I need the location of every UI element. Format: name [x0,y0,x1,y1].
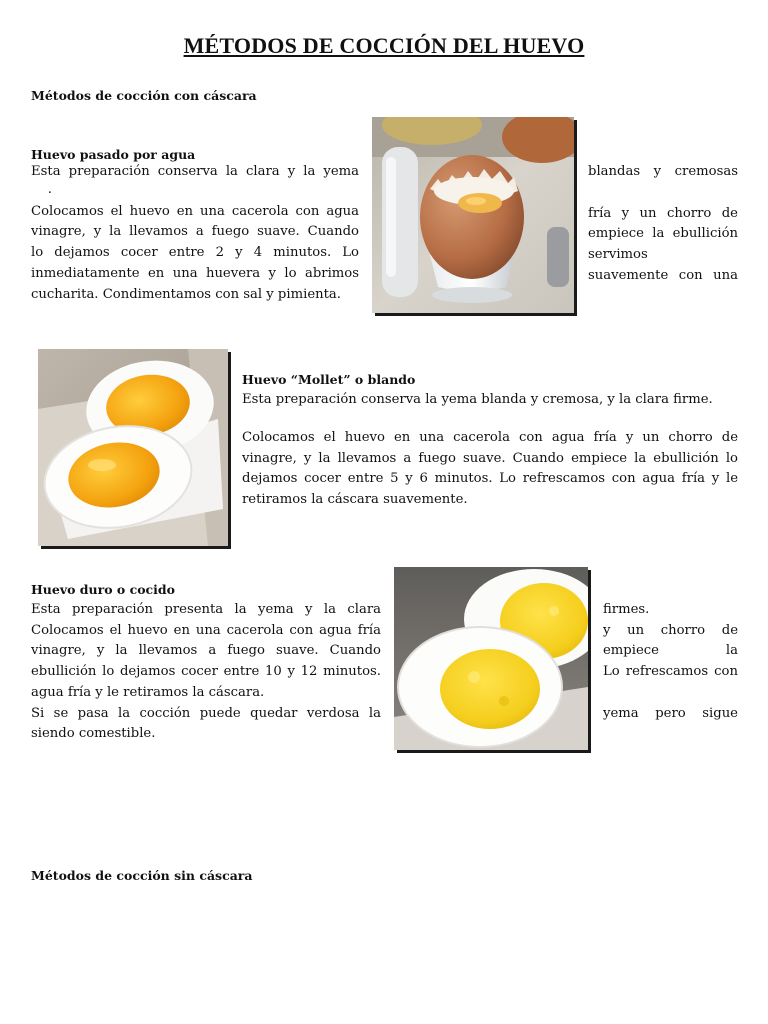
pasado-left-line-6: inmediatamente en una huevera y lo abrimos [31,265,359,281]
duro-right-column [603,600,738,725]
pasado-right-column [588,162,738,287]
duro-right-line-3: empiece la [603,643,738,659]
mollet-line-1: Esta preparación conserva la yema blanda y cremosa, y la clara firme. [242,392,713,407]
duro-left-column [31,600,381,745]
duro-left-line-7: siendo comestible. [31,726,156,742]
duro-left-line-4: ebullición lo dejamos cocer entre 10 y 12 minutos. [31,664,381,680]
heading-duro-cocido: Huevo duro o cocido [31,582,175,597]
pasado-left-line-2: . [31,181,52,197]
pasado-right-line-4: servimos [588,247,648,263]
pasado-left-column [31,162,359,305]
pasado-right-line-3: empiece la ebullición [588,226,738,242]
section-heading-with-shell: Métodos de cocción con cáscara [31,88,257,103]
pasado-left-line-4: vinagre, y la llevamos a fuego suave. Cuando [31,224,359,240]
duro-left-line-6: Si se pasa la cocción puede quedar verdosa la [31,705,381,721]
duro-left-line-1: Esta preparación presenta la yema y la clara [31,602,381,617]
pasado-right-line-5: suavemente con una [588,267,738,283]
pasado-left-line-3: Colocamos el huevo en una cacerola con agua [31,203,359,219]
pasado-right-line-1: blandas y cremosas [588,164,738,179]
pasado-left-line-1: Esta preparación conserva la clara y la yema [31,164,359,179]
duro-right-line-4: Lo refrescamos con [603,664,738,680]
page-title: MÉTODOS DE COCCIÓN DEL HUEVO [183,33,585,58]
duro-right-line-1: firmes. [603,602,650,617]
duro-left-line-3: vinagre, y la llevamos a fuego suave. Cuando [31,643,381,659]
pasado-left-line-5: lo dejamos cocer entre 2 y 4 minutos. Lo [31,245,359,261]
soft-boiled-egg-image [372,117,574,313]
pasado-left-line-7: cucharita. Condimentamos con sal y pimienta. [31,286,341,302]
duro-left-line-5: agua fría y le retiramos la cáscara. [31,684,265,700]
hard-boiled-egg-image [394,567,588,750]
duro-right-line-5: yema pero sigue [603,705,738,721]
mollet-egg-image [38,349,228,546]
heading-pasado-por-agua: Huevo pasado por agua [31,147,196,162]
mollet-paragraph-2: Colocamos el huevo en una cacerola con agua fría y un chorro de vinagre, y la llevamos a fuego suave. Cuando empiece la ebullición lo dejamos cocer entre 5 y 6 minutos. Lo refrescamos con agua fría y le retiramos la cáscara suavemente. [242,430,738,508]
heading-mollet: Huevo “Mollet” o blando [242,372,416,387]
pasado-right-line-2: fría y un chorro de [588,205,738,221]
duro-left-line-2: Colocamos el huevo en una cacerola con agua fría [31,622,381,638]
section-heading-without-shell: Métodos de cocción sin cáscara [31,868,253,883]
duro-right-line-2: y un chorro de [603,622,738,638]
